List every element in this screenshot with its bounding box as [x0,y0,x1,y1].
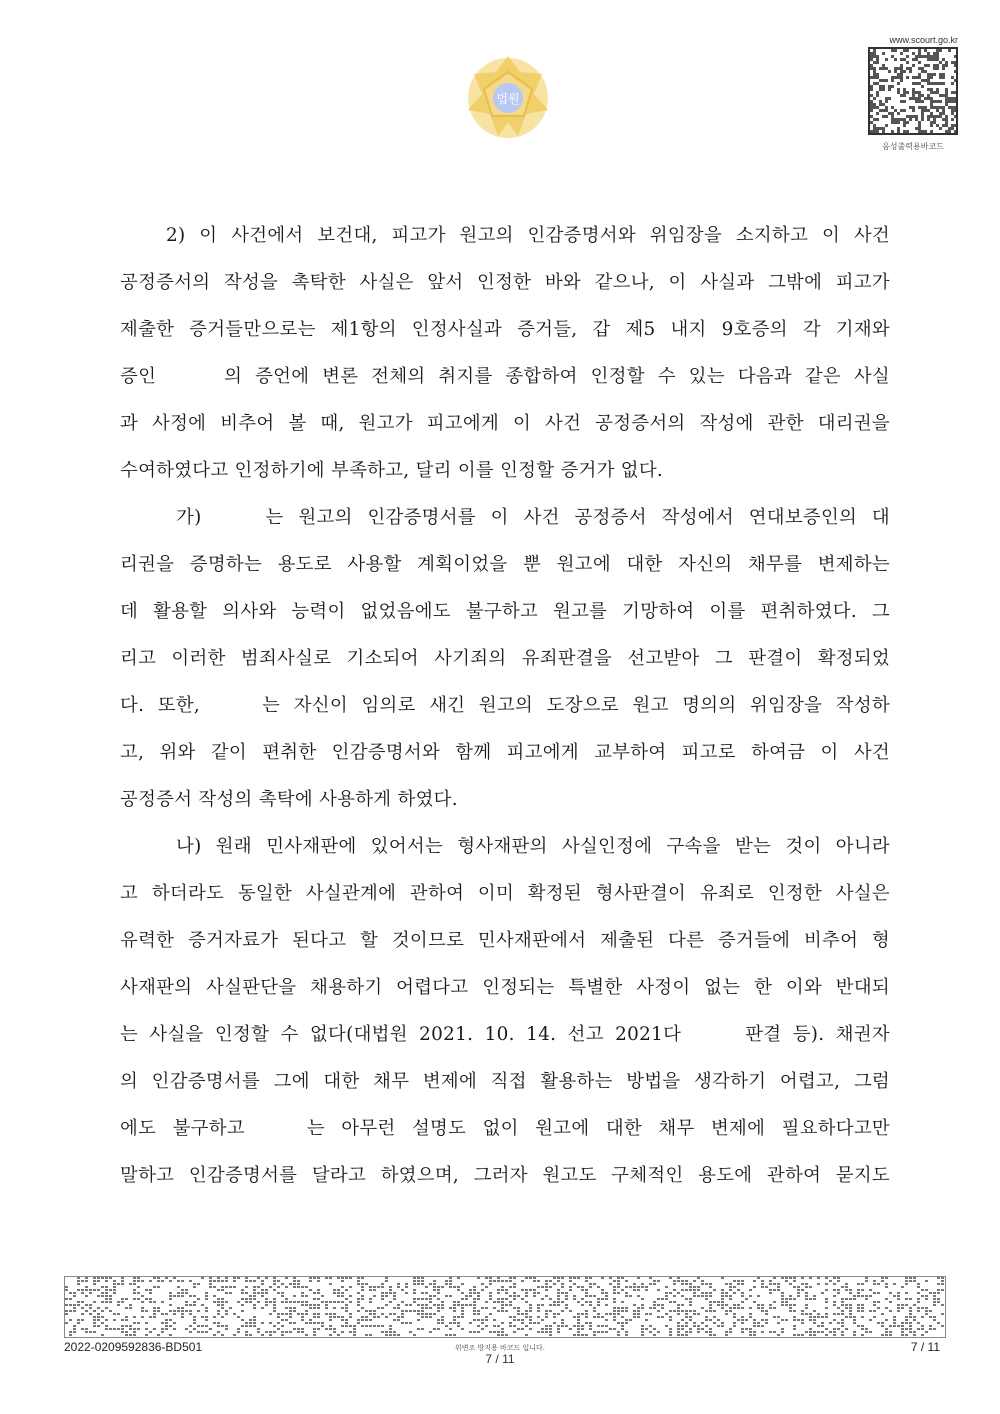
text-line: 공정증서의 작성을 촉탁한 사실은 앞서 인정한 바와 같으나, 이 사실과 그밖에 피고가 [120,272,890,293]
qr-caption: 음성출력용바코드 [882,142,944,151]
text-line: 의 인감증명서를 그에 대한 채무 변제에 직접 활용하는 방법을 생각하기 어렵고, 그럼 [120,1071,890,1092]
text-segment: 가) [176,507,202,528]
anti-forgery-barcode-icon [64,1276,946,1338]
text-line: 데 활용할 의사와 능력이 없었음에도 불구하고 원고를 기망하여 이를 편취하였다. 그 [120,601,890,622]
text-segment: 는 원고의 인감증명서를 이 사건 공정증서 작성에서 연대보증인의 대 [265,507,890,528]
qr-url: www.scourt.go.kr [889,35,958,45]
text-line: 나) 원래 민사재판에 있어서는 형사재판의 사실인정에 구속을 받는 것이 아니라 [176,836,890,857]
qr-code-icon [868,47,958,135]
paragraph-1 [120,212,890,494]
text-segment: 는 사실을 인정할 수 없다(대법원 2021. 10. 14. 선고 2021다 [120,1024,682,1045]
barcode-note: 위변조 방지용 바코드 입니다. [454,1344,546,1352]
text-line [120,494,890,541]
text-line: 리권을 증명하는 용도로 사용할 계획이었을 뿐 원고에 대한 자신의 채무를 변제하는 [120,554,890,575]
text-line [120,682,890,729]
text-line: 제출한 증거들만으로는 제1항의 인정사실과 증거들, 갑 제5 내지 9호증의 각 기재와 [120,319,890,340]
document-body [120,212,890,1199]
text-line: 공정증서 작성의 촉탁에 사용하게 하였다. [120,789,458,810]
document-id: 2022-0209592836-BD501 [64,1340,203,1354]
text-segment: 는 아무런 설명도 없이 원고에 대한 채무 변제에 필요하다고만 [306,1118,890,1139]
paragraph-3 [120,823,890,1199]
text-line: 고, 위와 같이 편취한 인감증명서와 함께 피고에게 교부하여 피고로 하여금 이 사건 [120,742,890,763]
qr-block [868,35,958,152]
text-line: 말하고 인감증명서를 달라고 하였으며, 그러자 원고도 구체적인 용도에 관하여 묻지도 [120,1165,890,1186]
text-line: 유력한 증거자료가 된다고 할 것이므로 민사재판에서 제출된 다른 증거들에 비추어 형 [120,930,890,951]
text-line [120,353,890,400]
emblem-label: 법원 [496,92,520,106]
text-line: 과 사정에 비추어 볼 때, 원고가 피고에게 이 사건 공정증서의 작성에 관한 대리권을 [120,413,890,434]
page-number-center: 7 / 11 [485,1352,515,1366]
text-line: 수여하였다고 인정하기에 부족하고, 달리 이를 인정할 증거가 없다. [120,460,664,481]
court-emblem-icon [462,52,554,144]
text-line: 2) 이 사건에서 보건대, 피고가 원고의 인감증명서와 위임장을 소지하고 이 사건 [166,225,890,246]
text-line: 고 하더라도 동일한 사실관계에 관하여 이미 확정된 형사판결이 유죄로 인정한 사실은 [120,883,890,904]
text-segment: 다. 또한, [120,695,201,716]
text-segment: 증인 [120,366,157,387]
text-segment: 는 자신이 임의로 새긴 원고의 도장으로 원고 명의의 위임장을 작성하 [262,695,890,716]
text-segment: 의 증언에 변론 전체의 취지를 종합하여 인정할 수 있는 다음과 같은 사실 [224,366,890,387]
text-line [120,1105,890,1152]
text-segment: 에도 불구하고 [120,1118,245,1139]
text-segment: 판결 등). 채권자 [745,1024,890,1045]
text-line [120,1011,890,1058]
paragraph-2 [120,494,890,823]
page-number-right: 7 / 11 [910,1340,940,1354]
text-line: 리고 이러한 범죄사실로 기소되어 사기죄의 유죄판결을 선고받아 그 판결이 확정되었 [120,648,890,669]
text-line: 사재판의 사실판단을 채용하기 어렵다고 인정되는 특별한 사정이 없는 한 이와 반대되 [120,977,890,998]
